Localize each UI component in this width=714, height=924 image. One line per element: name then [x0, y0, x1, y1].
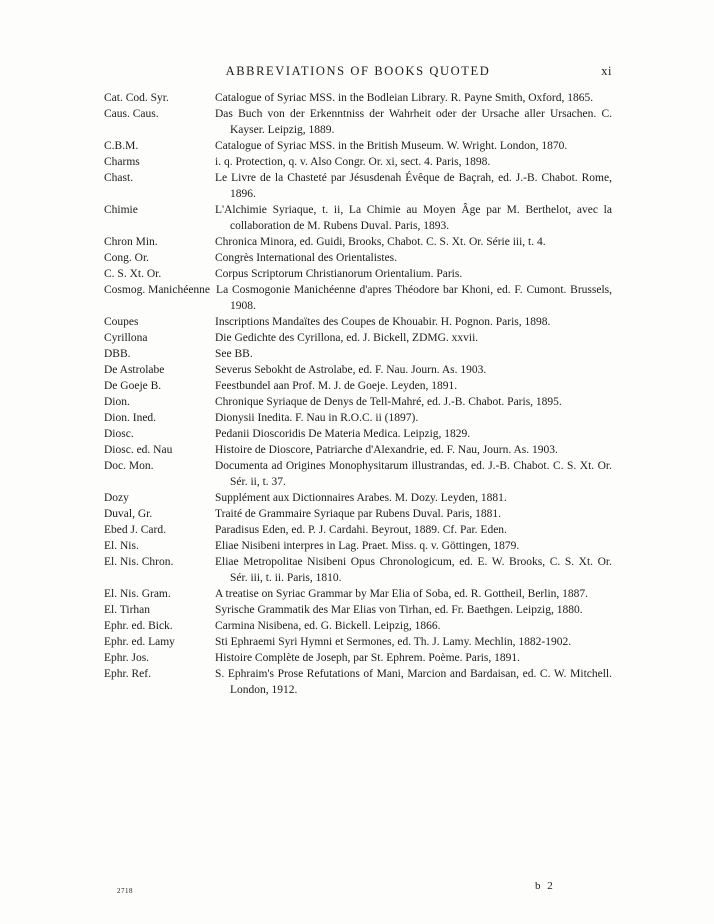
- entry-abbreviation: Chron Min.: [104, 236, 158, 248]
- abbreviation-entry: [104, 90, 612, 106]
- entry-description: Syrische Grammatik des Mar Elias von Tirhan, ed. Fr. Baethgen. Leipzig, 1880.: [215, 604, 583, 616]
- entry-abbreviation: El. Nis. Gram.: [104, 588, 171, 600]
- abbreviation-entry: [104, 314, 612, 330]
- entry-description: La Cosmogonie Manichéenne d'apres Théodore bar Khoni, ed. F. Cumont. Brussels, 1908.: [216, 284, 612, 312]
- entry-abbreviation: Cyrillona: [104, 332, 148, 344]
- entry-description: Chronica Minora, ed. Guidi, Brooks, Chabot. C. S. Xt. Or. Série iii, t. 4.: [215, 236, 546, 248]
- entry-description: Dionysii Inedita. F. Nau in R.O.C. ii (1897).: [215, 412, 419, 424]
- abbreviation-entry: [104, 138, 612, 154]
- entry-abbreviation: Duval, Gr.: [104, 508, 153, 520]
- entry-abbreviation: Ephr. ed. Bick.: [104, 620, 173, 632]
- entry-description: Feestbundel aan Prof. M. J. de Goeje. Leyden, 1891.: [215, 380, 458, 392]
- signature-mark: 2718: [117, 887, 133, 895]
- entry-abbreviation: El. Nis.: [104, 540, 139, 552]
- abbreviation-entry: [104, 458, 612, 490]
- entry-abbreviation: Ephr. ed. Lamy: [104, 636, 175, 648]
- abbreviation-entry: [104, 378, 612, 394]
- entry-abbreviation: Coupes: [104, 316, 139, 328]
- entry-abbreviation: Charms: [104, 156, 140, 168]
- entry-description: A treatise on Syriac Grammar by Mar Elia of Soba, ed. R. Gottheil, Berlin, 1887.: [215, 588, 589, 600]
- entry-description: Histoire de Dioscore, Patriarche d'Alexandrie, ed. F. Nau, Journ. As. 1903.: [215, 444, 558, 456]
- entry-description: L'Alchimie Syriaque, t. ii, La Chimie au Moyen Âge par M. Berthelot, avec la collaboration de M. Rubens Duval. Paris, 1893.: [215, 204, 612, 232]
- entry-description: Das Buch von der Erkenntniss der Wahrheit oder der Ursache aller Ursachen. C. Kayser. Leipzig, 1889.: [215, 108, 612, 136]
- entry-abbreviation: Ephr. Jos.: [104, 652, 150, 664]
- entry-description: S. Ephraim's Prose Refutations of Mani, Marcion and Bardaisan, ed. C. W. Mitchell. London, 1912.: [215, 668, 612, 696]
- entry-description: Corpus Scriptorum Christianorum Orientalium. Paris.: [215, 268, 463, 280]
- entry-abbreviation: Cosmog. Manichéenne: [104, 284, 211, 296]
- entry-description: Catalogue of Syriac MSS. in the Bodleian Library. R. Payne Smith, Oxford, 1865.: [215, 92, 594, 104]
- abbreviation-entry: [104, 618, 612, 634]
- entry-abbreviation: Diosc.: [104, 428, 134, 440]
- entry-description: Eliae Nisibeni interpres in Lag. Praet. Miss. q. v. Göttingen, 1879.: [215, 540, 520, 552]
- abbreviation-entry: [104, 346, 612, 362]
- entry-abbreviation: De Astrolabe: [104, 364, 165, 376]
- entry-description: Sti Ephraemi Syri Hymni et Sermones, ed. Th. J. Lamy. Mechlin, 1882-1902.: [215, 636, 572, 648]
- entry-description: Pedanii Dioscoridis De Materia Medica. Leipzig, 1829.: [215, 428, 471, 440]
- abbreviation-entry: [104, 522, 612, 538]
- entry-description: Supplément aux Dictionnaires Arabes. M. Dozy. Leyden, 1881.: [215, 492, 507, 504]
- abbreviation-entry: [104, 394, 612, 410]
- entry-abbreviation: Cat. Cod. Syr.: [104, 92, 169, 104]
- abbreviation-entry: [104, 426, 612, 442]
- gathering-mark: b 2: [535, 880, 555, 892]
- abbreviation-entry: [104, 554, 612, 586]
- entry-abbreviation: Ebed J. Card.: [104, 524, 166, 536]
- abbreviation-entry: [104, 410, 612, 426]
- entry-abbreviation: Dozy: [104, 492, 129, 504]
- entry-abbreviation: C.B.M.: [104, 140, 139, 152]
- entry-description: Le Livre de la Chasteté par Jésusdenah Évêque de Baçrah, ed. J.-B. Chabot. Rome, 1896.: [215, 172, 612, 200]
- abbreviation-entry: [104, 442, 612, 458]
- abbreviation-entry: [104, 282, 612, 314]
- abbreviation-entry: [104, 602, 612, 618]
- entry-description: Chronique Syriaque de Denys de Tell-Mahré, ed. J.-B. Chabot. Paris, 1895.: [215, 396, 562, 408]
- entry-abbreviation: DBB.: [104, 348, 131, 360]
- abbreviation-entry: [104, 106, 612, 138]
- entry-description: Histoire Complète de Joseph, par St. Ephrem. Poème. Paris, 1891.: [215, 652, 521, 664]
- entry-description: i. q. Protection, q. v. Also Congr. Or. xi, sect. 4. Paris, 1898.: [215, 156, 491, 168]
- page-number: xi: [601, 64, 612, 78]
- entry-abbreviation: Chimie: [104, 204, 138, 216]
- abbreviation-entry: [104, 650, 612, 666]
- abbreviation-entry: [104, 538, 612, 554]
- entry-description: See BB.: [215, 348, 253, 360]
- abbreviation-entry: [104, 154, 612, 170]
- page-title: ABBREVIATIONS OF BOOKS QUOTED: [225, 64, 491, 78]
- abbreviation-entry: [104, 202, 612, 234]
- entry-abbreviation: Chast.: [104, 172, 134, 184]
- entry-abbreviation: Dion. Ined.: [104, 412, 157, 424]
- entry-description: Severus Sebokht de Astrolabe, ed. F. Nau. Journ. As. 1903.: [215, 364, 487, 376]
- running-head: [104, 64, 612, 82]
- entry-description: Catalogue of Syriac MSS. in the British Museum. W. Wright. London, 1870.: [215, 140, 568, 152]
- entry-abbreviation: Diosc. ed. Nau: [104, 444, 173, 456]
- abbreviation-entry: [104, 506, 612, 522]
- entry-description: Congrès International des Orientalistes.: [215, 252, 398, 264]
- abbreviation-entry: [104, 330, 612, 346]
- abbreviation-entry: [104, 170, 612, 202]
- entry-description: Paradisus Eden, ed. P. J. Cardahi. Beyrout, 1889. Cf. Par. Eden.: [215, 524, 507, 536]
- entry-description: Inscriptions Mandaïtes des Coupes de Khouabir. H. Pognon. Paris, 1898.: [215, 316, 551, 328]
- entry-abbreviation: C. S. Xt. Or.: [104, 268, 162, 280]
- entry-abbreviation: Ephr. Ref.: [104, 668, 151, 680]
- abbreviation-entry: [104, 586, 612, 602]
- entry-abbreviation: El. Tirhan: [104, 604, 151, 616]
- abbreviation-entry: [104, 490, 612, 506]
- entry-abbreviation: Doc. Mon.: [104, 460, 154, 472]
- entry-description: Carmina Nisibena, ed. G. Bickell. Leipzig, 1866.: [215, 620, 441, 632]
- abbreviation-entry: [104, 250, 612, 266]
- entry-abbreviation: Cong. Or.: [104, 252, 150, 264]
- abbreviation-entry: [104, 362, 612, 378]
- entry-abbreviation: De Goeje B.: [104, 380, 162, 392]
- entry-abbreviation: El. Nis. Chron.: [104, 556, 174, 568]
- abbreviation-entry: [104, 234, 612, 250]
- abbreviation-list: [104, 90, 612, 698]
- entry-abbreviation: Caus. Caus.: [104, 108, 159, 120]
- entry-abbreviation: Dion.: [104, 396, 130, 408]
- abbreviation-entry: [104, 634, 612, 650]
- abbreviation-entry: [104, 666, 612, 698]
- abbreviation-entry: [104, 266, 612, 282]
- entry-description: Traité de Grammaire Syriaque par Rubens Duval. Paris, 1881.: [215, 508, 502, 520]
- entry-description: Die Gedichte des Cyrillona, ed. J. Bickell, ZDMG. xxvii.: [215, 332, 479, 344]
- entry-description: Eliae Metropolitae Nisibeni Opus Chronologicum, ed. E. W. Brooks, C. S. Xt. Or. Sér. iii, t. ii. Paris, 1810.: [215, 556, 612, 584]
- entry-description: Documenta ad Origines Monophysitarum illustrandas, ed. J.-B. Chabot. C. S. Xt. Or. Sér. ii, t. 37.: [215, 460, 612, 488]
